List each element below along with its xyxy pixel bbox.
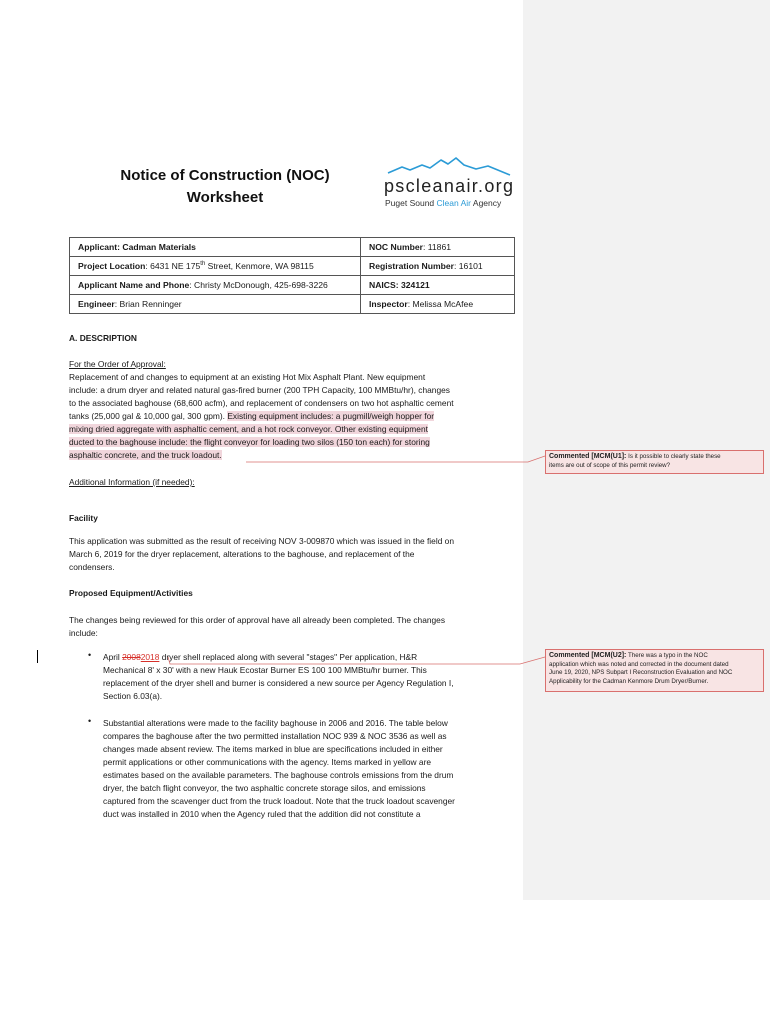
bullet-2-line: compares the baghouse after the two permitted installation NOC 939 & NOC 3536 as well as	[103, 731, 447, 741]
comment-1-connector	[246, 456, 545, 462]
bullet-2-line: duct was installed in 2010 when the Agency ruled that the addition did not constitute a	[103, 809, 421, 819]
title-line-1: Notice of Construction (NOC)	[120, 167, 330, 184]
description-line: Replacement of and changes to equipment at an existing Hot Mix Asphalt Plant. New equipment	[69, 372, 426, 382]
comment-balloon-2[interactable]: Commented [MCM(U2]: There was a typo in the NOC application which was noted and corrected in the document dated June 19, 2020, NPS Subpart I Reconstruction Evaluation and NOC Applicability for the Cadman Kenmore Drum Dryer/Burner.	[545, 649, 764, 692]
bullet-2-line: changes made absent review. The items marked in blue are specifications included in either	[103, 744, 443, 754]
commented-text-highlight: asphaltic concrete, and the truck loadout.	[69, 450, 222, 460]
facility-heading: Facility	[69, 513, 98, 523]
order-of-approval-heading: For the Order of Approval:	[69, 359, 166, 369]
bullet-2-line: estimates based on the available parameters. The baghouse controls emissions from the drum	[103, 770, 454, 780]
engineer-cell: Engineer: Brian Renninger	[70, 295, 361, 314]
bullet-1-line: Section 6.03(a).	[103, 691, 163, 701]
inserted-text: 2018	[140, 652, 160, 662]
bullet-1-line: replacement of the dryer shell and burner is considered a new source per Agency Regulation I,	[103, 678, 454, 688]
applicant-name-phone-cell: Applicant Name and Phone: Christy McDonough, 425-698-3226	[70, 276, 361, 295]
bullet-icon: •	[88, 650, 92, 660]
description-line: tanks (25,000 gal & 10,000 gal, 300 gpm). Existing equipment includes: a pugmill/weigh hopper for	[69, 411, 435, 421]
facility-line: March 6, 2019 for the dryer replacement, alterations to the baghouse, and replacement of the	[69, 549, 415, 559]
title-line-2: Worksheet	[186, 189, 264, 206]
commented-text-highlight: mixing dried aggregate with asphaltic cement, and a hot rock conveyor. Other existing equipment	[69, 424, 428, 434]
commented-text-highlight: ducted to the baghouse include: the flight conveyor for loading two silos (150 ton each) for storing	[69, 437, 430, 447]
naics-cell: NAICS: 324121	[361, 276, 515, 295]
applicant-cell: Applicant: Cadman Materials	[70, 238, 361, 257]
bullet-2-line: Substantial alterations were made to the facility baghouse in 2006 and 2016. The table below	[103, 718, 448, 728]
commented-text-highlight: Existing equipment includes: a pugmill/weigh hopper for	[227, 411, 435, 421]
facility-line: This application was submitted as the result of receiving NOV 3-009870 which was issued in the field on	[69, 536, 454, 546]
logo-tagline: Puget Sound Clean Air Agency	[385, 198, 502, 208]
project-location-cell: Project Location: 6431 NE 175th Street, Kenmore, WA 98115	[70, 257, 361, 276]
section-a-heading: A. DESCRIPTION	[69, 333, 137, 343]
bullet-1-line: April 20082018 dryer shell replaced along with several "stages" Per application, H&R	[103, 652, 418, 662]
deleted-text: 2008	[122, 652, 141, 662]
noc-number-cell: NOC Number: 11861	[361, 238, 515, 257]
proposed-equipment-heading: Proposed Equipment/Activities	[69, 588, 193, 598]
bullet-2-line: permit applications or other communications with the agency. Items marked in yellow are	[103, 757, 432, 767]
comment-author: Commented [MCM(U2]:	[549, 652, 627, 659]
comment-2-connector	[168, 657, 545, 664]
comment-balloon-1[interactable]: Commented [MCM(U1]: Is it possible to clearly state these items are out of scope of this permit review?	[545, 450, 764, 474]
bullet-icon: •	[88, 716, 92, 726]
bullet-2-line: captured from the scavenger duct from the truck loadout. Note that the truck loadout scavenger	[103, 796, 455, 806]
registration-number-cell: Registration Number: 16101	[361, 257, 515, 276]
proposed-line: include:	[69, 628, 98, 638]
bullet-2-line: dryer, the batch flight conveyor, the two asphaltic concrete storage silos, and emissions	[103, 783, 426, 793]
comment-author: Commented [MCM(U1]:	[549, 453, 627, 460]
bullet-1-line: Mechanical 8' x 30' with a new Hauk Ecostar Burner ES 100 100 MMBtu/hr burner. This	[103, 665, 427, 675]
facility-line: condensers.	[69, 562, 115, 572]
proposed-line: The changes being reviewed for this order of approval have all already been completed. The changes	[69, 615, 446, 625]
description-line: to the associated baghouse (68,600 acfm), and replacement of condensers on two hot asphaltic cement	[69, 398, 454, 408]
inspector-cell: Inspector: Melissa McAfee	[361, 295, 515, 314]
description-line: include: a drum dryer and related natural gas-fired burner (200 TPH Capacity, 100 MMBtu/hr), changes	[69, 385, 450, 395]
logo-wordmark: pscleanair.org	[384, 176, 515, 196]
additional-info-heading: Additional Information (if needed):	[69, 477, 195, 487]
